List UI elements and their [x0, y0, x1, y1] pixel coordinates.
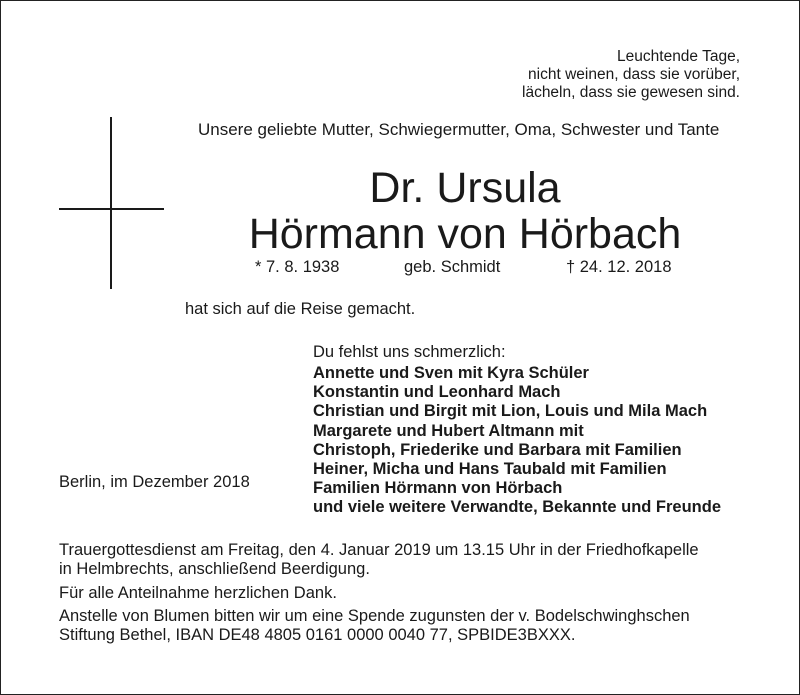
poem-line: nicht weinen, dass sie vorüber, — [528, 66, 740, 83]
miss-text: Du fehlst uns schmerzlich: — [313, 343, 506, 361]
mourner-line: Familien Hörmann von Hörbach — [313, 479, 563, 498]
intro-text: Unsere geliebte Mutter, Schwiegermutter, Oma, Schwester und Tante — [198, 120, 720, 139]
poem-line: Leuchtende Tage, — [617, 48, 740, 65]
death-date: † 24. 12. 2018 — [566, 258, 672, 276]
donation-info — [59, 607, 690, 644]
place-date: Berlin, im Dezember 2018 — [59, 473, 250, 491]
service-line: Trauergottesdienst am Freitag, den 4. Januar 2019 um 13.15 Uhr in der Friedhofkapelle — [59, 541, 699, 559]
birth-date: * 7. 8. 1938 — [255, 258, 340, 276]
poem-line: lächeln, dass sie gewesen sind. — [522, 84, 740, 101]
mourner-line: Annette und Sven mit Kyra Schüler — [313, 364, 589, 382]
mourner-line: Christoph, Friederike und Barbara mit Familien — [313, 440, 682, 459]
cross-vertical-bar — [110, 117, 112, 289]
mourner-line: Christian und Birgit mit Lion, Louis und Mila Mach — [313, 402, 708, 421]
mourner-line: Konstantin und Leonhard Mach — [313, 383, 561, 402]
journey-text: hat sich auf die Reise gemacht. — [185, 300, 416, 318]
service-info — [59, 541, 699, 578]
deceased-name-last: Hörmann von Hörbach — [248, 210, 682, 258]
donation-line: Anstelle von Blumen bitten wir um eine Spende zugunsten der v. Bodelschwinghschen — [59, 607, 690, 625]
mourner-line: und viele weitere Verwandte, Bekannte und Freunde — [313, 498, 722, 517]
cross-horizontal-bar — [59, 208, 164, 210]
mourner-line: Margarete und Hubert Altmann mit — [313, 421, 584, 440]
thanks-text: Für alle Anteilnahme herzlichen Dank. — [59, 584, 337, 602]
mourner-line: Heiner, Micha und Hans Taubald mit Familien — [313, 460, 667, 479]
poem — [522, 48, 740, 102]
donation-line: Stiftung Bethel, IBAN DE48 4805 0161 0000 0040 77, SPBIDE3BXXX. — [59, 625, 576, 644]
mourners-list — [313, 364, 721, 518]
service-line: in Helmbrechts, anschließend Beerdigung. — [59, 559, 370, 578]
maiden-name: geb. Schmidt — [404, 258, 501, 276]
deceased-name-first: Dr. Ursula — [369, 164, 561, 212]
